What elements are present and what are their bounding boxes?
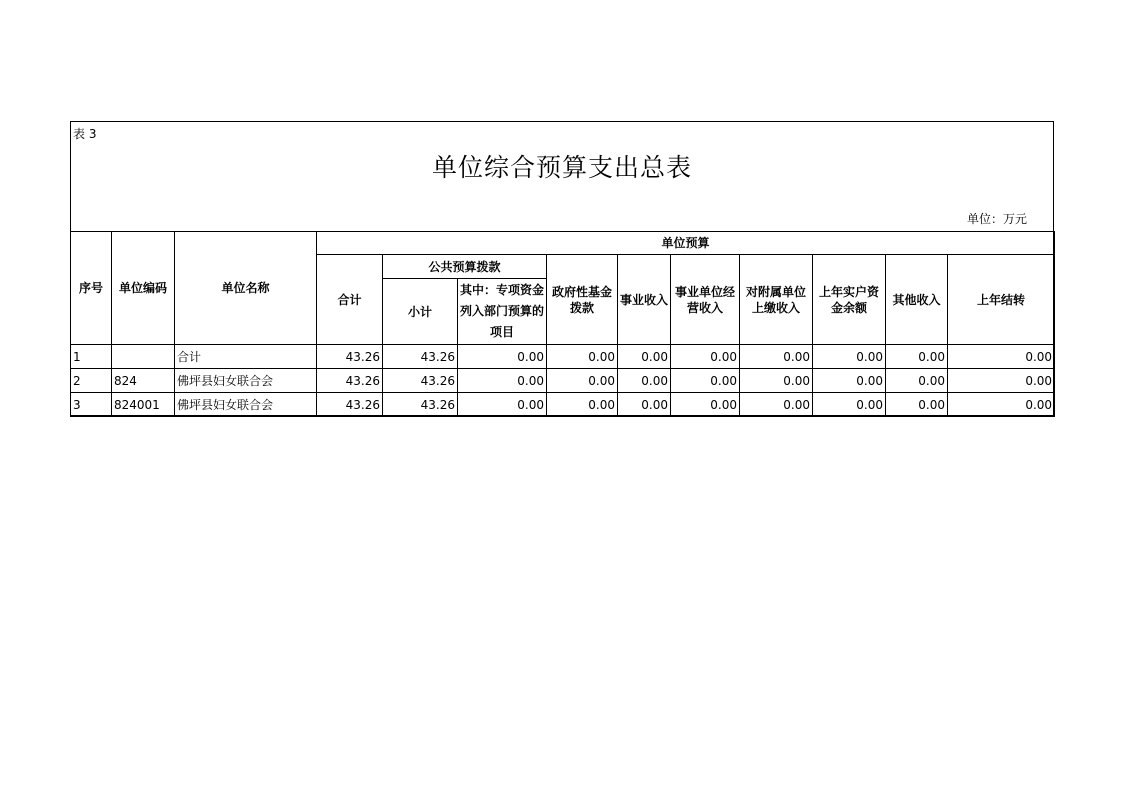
cell-code (112, 345, 175, 369)
cell-business-income: 0.00 (618, 345, 671, 369)
header-other-income: 其他收入 (886, 255, 948, 345)
header-business-income: 事业收入 (618, 255, 671, 345)
cell-gov-fund: 0.00 (547, 393, 618, 417)
cell-gov-fund: 0.00 (547, 369, 618, 393)
header-seq: 序号 (71, 232, 112, 345)
cell-business-operating: 0.00 (671, 345, 740, 369)
budget-table (70, 231, 1055, 417)
table-row (71, 393, 1055, 417)
cell-business-income: 0.00 (618, 369, 671, 393)
table-row (71, 369, 1055, 393)
header-subtotal: 小计 (383, 279, 458, 345)
page-title: 单位综合预算支出总表 (431, 153, 692, 182)
cell-affiliated: 0.00 (740, 369, 813, 393)
cell-other: 0.00 (886, 369, 948, 393)
cell-seq: 3 (71, 393, 112, 417)
cell-total: 43.26 (317, 393, 383, 417)
table-number: 表 3 (73, 127, 97, 141)
cell-carryover: 0.00 (948, 369, 1055, 393)
cell-subtotal: 43.26 (383, 369, 458, 393)
cell-name: 合计 (175, 345, 317, 369)
cell-carryover: 0.00 (948, 345, 1055, 369)
header-gov-fund: 政府性基金拨款 (547, 255, 618, 345)
header-prior-carryover: 上年结转 (948, 255, 1055, 345)
header-public-budget: 公共预算拨款 (383, 255, 547, 279)
cell-special: 0.00 (458, 345, 547, 369)
cell-prior-balance: 0.00 (813, 369, 886, 393)
unit-label: 单位：万元 (966, 212, 1027, 226)
header-special-funds: 其中：专项资金列入部门预算的项目 (458, 279, 547, 345)
cell-special: 0.00 (458, 393, 547, 417)
cell-subtotal: 43.26 (383, 393, 458, 417)
header-name: 单位名称 (175, 232, 317, 345)
cell-other: 0.00 (886, 393, 948, 417)
header-unit-budget: 单位预算 (317, 232, 1055, 255)
cell-affiliated: 0.00 (740, 393, 813, 417)
cell-code: 824 (112, 369, 175, 393)
table-row (71, 345, 1055, 369)
cell-business-income: 0.00 (618, 393, 671, 417)
cell-total: 43.26 (317, 345, 383, 369)
header-affiliated-income: 对附属单位上缴收入 (740, 255, 813, 345)
header-prior-balance: 上年实户资金余额 (813, 255, 886, 345)
cell-subtotal: 43.26 (383, 345, 458, 369)
header-total: 合计 (317, 255, 383, 345)
header-code: 单位编码 (112, 232, 175, 345)
cell-name: 佛坪县妇女联合会 (175, 369, 317, 393)
cell-seq: 2 (71, 369, 112, 393)
cell-prior-balance: 0.00 (813, 345, 886, 369)
cell-prior-balance: 0.00 (813, 393, 886, 417)
cell-business-operating: 0.00 (671, 369, 740, 393)
cell-business-operating: 0.00 (671, 393, 740, 417)
cell-carryover: 0.00 (948, 393, 1055, 417)
budget-sheet (70, 121, 1054, 416)
cell-other: 0.00 (886, 345, 948, 369)
cell-total: 43.26 (317, 369, 383, 393)
cell-special: 0.00 (458, 369, 547, 393)
cell-seq: 1 (71, 345, 112, 369)
header-business-operating: 事业单位经营收入 (671, 255, 740, 345)
cell-affiliated: 0.00 (740, 345, 813, 369)
cell-code: 824001 (112, 393, 175, 417)
cell-name: 佛坪县妇女联合会 (175, 393, 317, 417)
cell-gov-fund: 0.00 (547, 345, 618, 369)
header-row-1 (71, 232, 1055, 255)
